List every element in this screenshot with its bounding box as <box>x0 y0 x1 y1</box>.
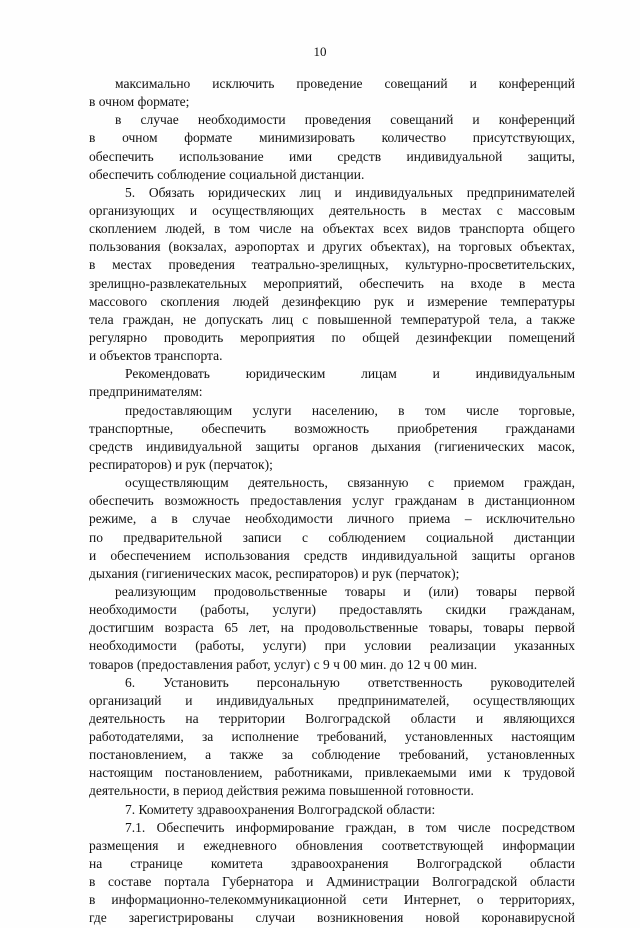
text-line: респираторов) и рук (перчаток); <box>89 456 273 472</box>
text-line: средств индивидуальной защиты органов дыхания (гигиенических масок, <box>89 438 575 454</box>
text-line: реализующим продовольственные товары и (или) товары первой <box>115 583 575 599</box>
text-line: 7.1. Обеспечить информирование граждан, в том числе посредством <box>125 819 575 835</box>
text-line: где зарегистрированы случаи возникновения новой коронавирусной <box>89 910 575 926</box>
text-line: скоплением людей, в том числе на объектах всех видов транспорта общего <box>89 221 575 237</box>
text-line: достигшим возраста 65 лет, на продовольственные товары, товары первой <box>89 620 575 636</box>
text-line: в местах проведения театрально-зрелищных, культурно-просветительских, <box>89 257 575 273</box>
text-line: Рекомендовать юридическим лицам и индивидуальным <box>125 366 575 382</box>
text-line: на странице комитета здравоохранения Волгоградской области <box>89 856 575 872</box>
text-line: деятельности, в период действия режима повышенной готовности. <box>89 783 474 799</box>
text-line: пользования (вокзалах, аэропортах и других объектах), на торговых объектах, <box>89 239 575 255</box>
text-line: деятельность на территории Волгоградской области и являющихся <box>89 710 575 726</box>
page-number: 10 <box>313 44 327 59</box>
text-line: организаций и индивидуальных предпринимателей, осуществляющих <box>89 692 575 708</box>
text-line: регулярно проводить мероприятия по общей дезинфекции помещений <box>89 329 575 345</box>
text-line: предпринимателям: <box>89 384 203 400</box>
text-line: размещения и ежедневного обновления соответствующей информации <box>89 837 575 853</box>
text-line: 5. Обязать юридических лиц и индивидуальных предпринимателей <box>125 184 575 200</box>
text-line: и обеспечением использования средств индивидуальной защиты органов <box>89 547 575 563</box>
text-line: тела граждан, не допускать лиц с повышенной температурой тела, а также <box>89 311 575 327</box>
text-line: транспортные, обеспечить возможность приобретения гражданами <box>89 420 575 436</box>
text-line: в очном формате; <box>89 94 190 110</box>
text-line: организующих и осуществляющих деятельность в местах с массовым <box>89 202 575 218</box>
text-line: массового скопления людей дезинфекцию рук и измерение температуры <box>89 293 575 309</box>
text-line: обеспечить соблюдение социальной дистанции. <box>89 166 365 182</box>
text-line: товаров (предоставления работ, услуг) с 9 ч 00 мин. до 12 ч 00 мин. <box>89 656 478 672</box>
text-line: в случае необходимости проведения совещаний и конференций <box>115 112 575 128</box>
text-line: обеспечить возможность предоставления услуг гражданам в дистанционном <box>89 493 575 509</box>
text-line: максимально исключить проведение совещаний и конференций <box>115 76 575 91</box>
text-line: режиме, а в случае необходимости личного приема – исключительно <box>89 511 575 527</box>
body-text <box>89 75 575 928</box>
text-line: осуществляющим деятельность, связанную с приемом граждан, <box>125 475 575 491</box>
text-line: постановлением, а также за соблюдение требований, установленных <box>89 747 575 763</box>
text-line: в информационно-телекоммуникационной сети Интернет, о территориях, <box>89 892 575 908</box>
text-line: необходимости (работы, услуги) при условии реализации указанных <box>89 638 575 654</box>
text-line: работодателями, за исполнение требований, установленных настоящим <box>89 729 575 745</box>
text-line: и объектов транспорта. <box>89 348 223 364</box>
text-line: в составе портала Губернатора и Администрации Волгоградской области <box>89 874 575 890</box>
text-line: необходимости (работы, услуги) предоставлять скидки гражданам, <box>89 602 575 618</box>
text-line: 6. Установить персональную ответственность руководителей <box>125 674 575 690</box>
text-line: дыхания (гигиенических масок, респираторов) и рук (перчаток); <box>89 565 460 581</box>
text-line: зрелищно-развлекательных мероприятий, обеспечить на входе в места <box>89 275 575 291</box>
text-line: в очном формате минимизировать количество присутствующих, <box>89 130 575 146</box>
text-line: настоящим постановлением, работниками, привлекаемыми ими к трудовой <box>89 765 575 781</box>
text-line: обеспечить использование ими средств индивидуальной защиты, <box>89 148 575 164</box>
text-line: предоставляющим услуги населению, в том числе торговые, <box>125 402 575 418</box>
text-line: 7. Комитету здравоохранения Волгоградской области: <box>125 801 436 817</box>
text-line: по предварительной записи с соблюдением социальной дистанции <box>89 529 575 545</box>
